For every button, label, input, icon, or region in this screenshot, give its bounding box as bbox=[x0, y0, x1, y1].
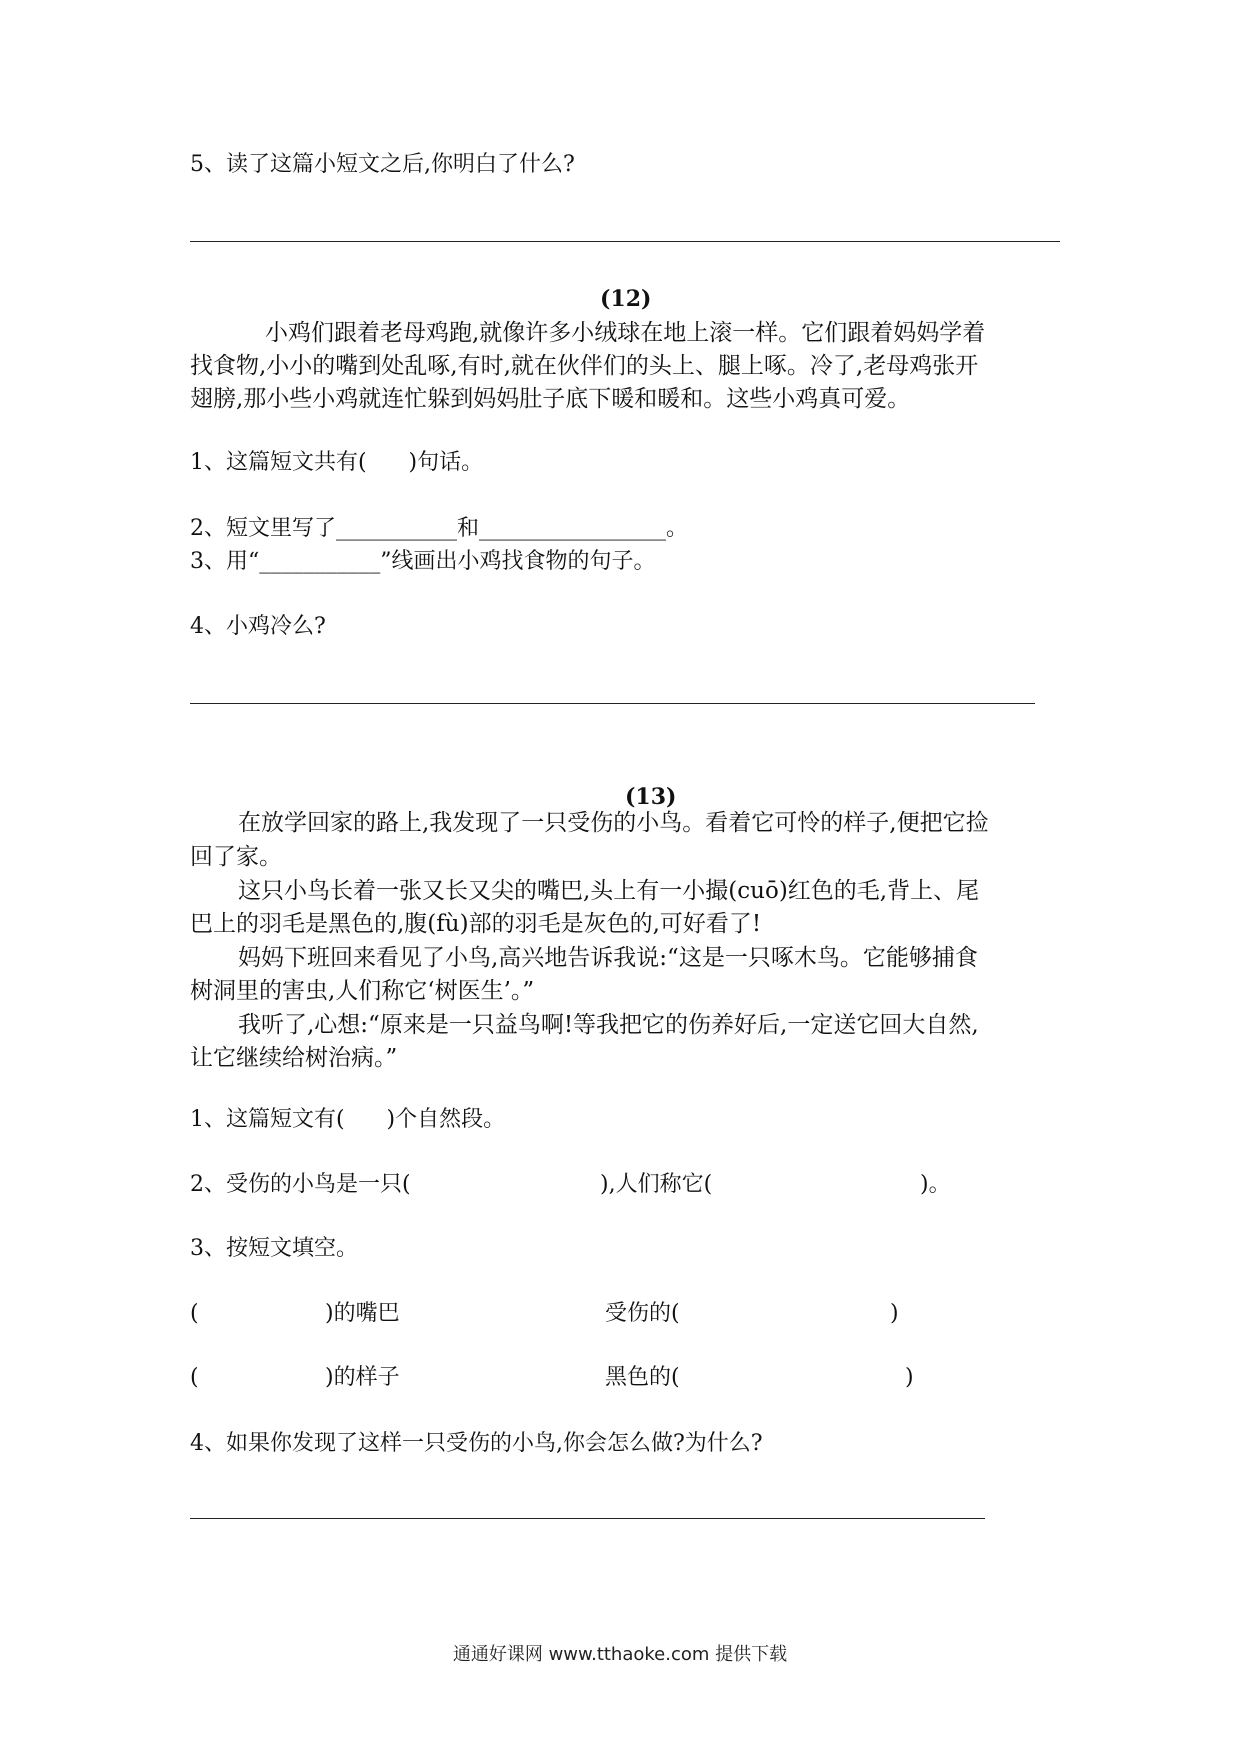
section-13-heading: (13) bbox=[625, 784, 677, 810]
section-13-question-4: 4、如果你发现了这样一只受伤的小鸟,你会怎么做?为什么? bbox=[190, 1431, 763, 1456]
section-13-question-2-part: 2、受伤的小鸟是一只( bbox=[190, 1172, 411, 1197]
section-12-paragraph-line: 找食物,小小的嘴到处乱啄,有时,就在伙伴们的头上、腿上啄。冷了,老母鸡张开 bbox=[190, 353, 979, 379]
footer-text: 通通好课网 www.tthaoke.com 提供下载 bbox=[452, 1644, 788, 1665]
section-13-paragraph-line: 巴上的羽毛是黑色的,腹(fù)部的羽毛是灰色的,可好看了! bbox=[190, 911, 762, 937]
fill-blank-label: )的样子 bbox=[325, 1365, 400, 1390]
fill-blank-label: 黑色的( bbox=[605, 1365, 680, 1390]
section-13-paragraph-line: 树洞里的害虫,人们称它‘树医生’。” bbox=[190, 978, 535, 1004]
fill-blank-label: 受伤的( bbox=[605, 1301, 680, 1326]
fill-blank-bracket: ( bbox=[190, 1301, 199, 1326]
section-13-paragraph-line: 回了家。 bbox=[190, 844, 282, 870]
fill-blank-bracket: ) bbox=[905, 1365, 914, 1390]
fill-blank-label: )的嘴巴 bbox=[325, 1301, 400, 1326]
section-12-paragraph-line: 小鸡们跟着老母鸡跑,就像许多小绒球在地上滚一样。它们跟着妈妈学着 bbox=[265, 320, 986, 346]
section-13-question-2-part: ),人们称它( bbox=[600, 1172, 713, 1197]
question-5-text: 5、读了这篇小短文之后,你明白了什么? bbox=[190, 152, 575, 177]
section-13-question-3: 3、按短文填空。 bbox=[190, 1236, 358, 1261]
section-13-paragraph-line: 妈妈下班回来看见了小鸟,高兴地告诉我说:“这是一只啄木鸟。它能够捕食 bbox=[238, 945, 978, 971]
section-12-question-2: 2、短文里写了___________和_________________。 bbox=[190, 516, 688, 541]
section-12-question-1: 1、这篇短文共有( )句话。 bbox=[190, 450, 484, 475]
section-13-question-2-part: )。 bbox=[920, 1172, 951, 1197]
section-12-question-4: 4、小鸡冷么? bbox=[190, 614, 326, 639]
answer-line bbox=[190, 241, 1060, 242]
section-12-heading: (12) bbox=[600, 286, 652, 312]
answer-line bbox=[190, 703, 1035, 704]
fill-blank-bracket: ( bbox=[190, 1365, 199, 1390]
section-13-paragraph-line: 这只小鸟长着一张又长又尖的嘴巴,头上有一小撮(cuō)红色的毛,背上、尾 bbox=[238, 878, 980, 904]
section-13-paragraph-line: 我听了,心想:“原来是一只益鸟啊!等我把它的伤养好后,一定送它回大自然, bbox=[238, 1012, 979, 1038]
answer-line bbox=[190, 1518, 985, 1519]
section-13-paragraph-line: 让它继续给树治病。” bbox=[190, 1045, 398, 1071]
section-12-paragraph-line: 翅膀,那小些小鸡就连忙躲到妈妈肚子底下暖和暖和。这些小鸡真可爱。 bbox=[190, 386, 911, 412]
fill-blank-bracket: ) bbox=[890, 1301, 899, 1326]
section-13-paragraph-line: 在放学回家的路上,我发现了一只受伤的小鸟。看着它可怜的样子,便把它捡 bbox=[238, 810, 989, 836]
section-12-question-3: 3、用“___________”线画出小鸡找食物的句子。 bbox=[190, 549, 656, 574]
section-13-question-1: 1、这篇短文有( )个自然段。 bbox=[190, 1107, 506, 1132]
